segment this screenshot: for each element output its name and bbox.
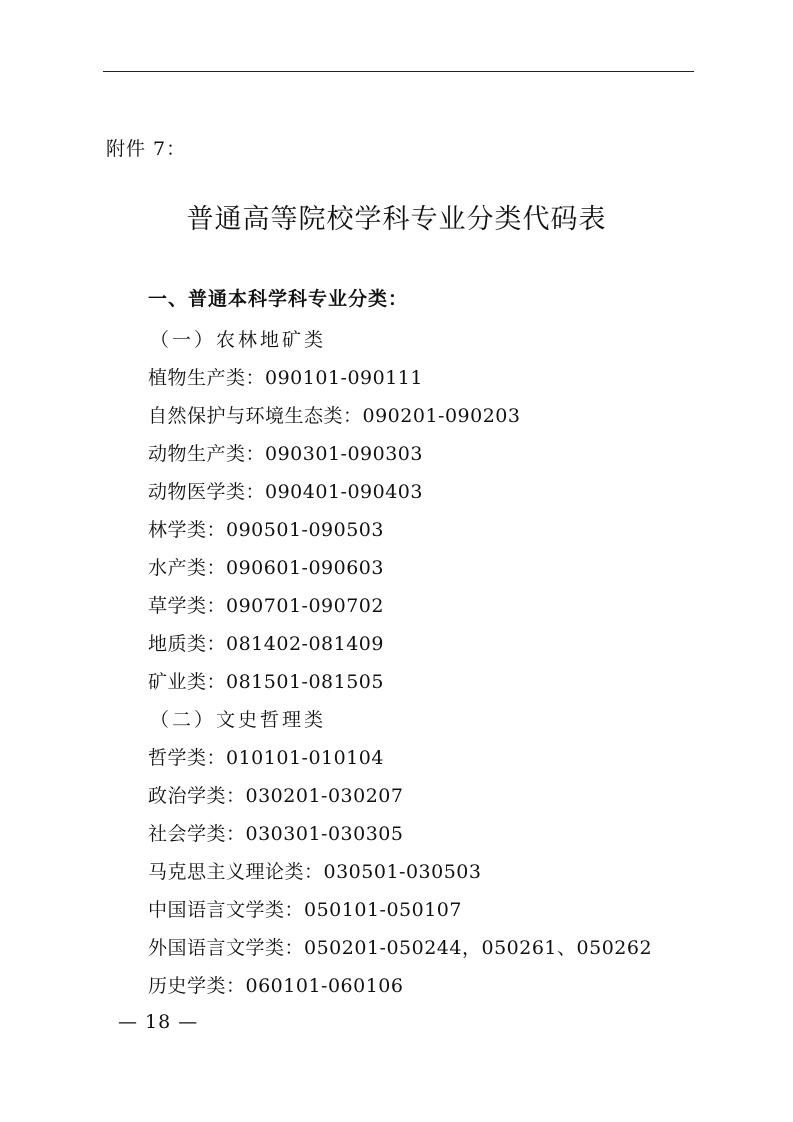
- list-item: 水产类：090601-090603: [148, 557, 384, 579]
- list-item: 植物生产类：090101-090111: [148, 367, 423, 389]
- group-heading-agriculture-mining: （一）农林地矿类: [150, 329, 327, 351]
- list-item: 历史学类：060101-060106: [148, 975, 404, 997]
- list-item: 地质类：081402-081409: [148, 633, 384, 655]
- list-item: 矿业类：081501-081505: [148, 671, 384, 693]
- list-item: 社会学类：030301-030305: [148, 823, 404, 845]
- list-item: 动物生产类：090301-090303: [148, 443, 423, 465]
- list-item: 自然保护与环境生态类：090201-090203: [148, 405, 521, 427]
- list-item: 政治学类：030201-030207: [148, 785, 404, 807]
- document-title: 普通高等院校学科专业分类代码表: [186, 204, 607, 235]
- list-item: 动物医学类：090401-090403: [148, 481, 423, 503]
- list-item: 中国语言文学类：050101-050107: [148, 899, 462, 921]
- list-item: 林学类：090501-090503: [148, 519, 384, 541]
- list-item: 哲学类：010101-010104: [148, 747, 384, 769]
- list-item: 草学类：090701-090702: [148, 595, 384, 617]
- list-item: 外国语言文学类：050201-050244，050261、050262: [148, 937, 653, 959]
- page-number: — 18 —: [118, 1011, 199, 1033]
- classification-list: [148, 321, 748, 1005]
- section-heading: 一、普通本科学科专业分类：: [148, 288, 409, 310]
- group-heading-humanities: （二）文史哲理类: [150, 709, 327, 731]
- attachment-label: 附件 7：: [106, 138, 187, 160]
- header-rule: [103, 71, 694, 72]
- list-item: 马克思主义理论类：030501-030503: [148, 861, 482, 883]
